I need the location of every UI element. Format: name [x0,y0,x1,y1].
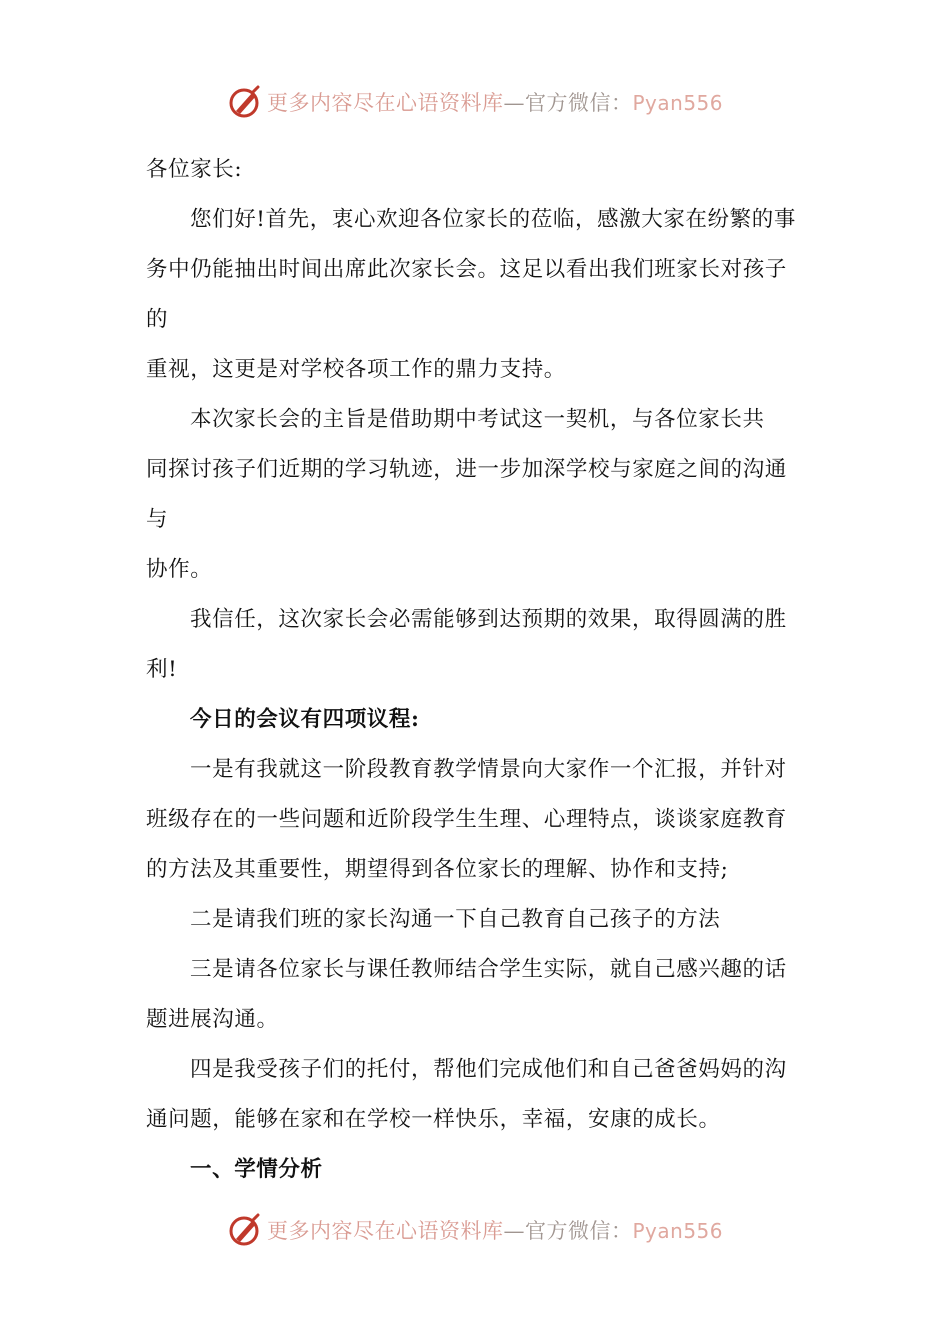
paragraph-line: 协作。 [146,557,213,582]
paragraph-line: 同探讨孩子们近期的学习轨迹，进一步加深学校与家庭之间的沟通 [146,457,787,482]
footer-wechat-id: Pyan556 [632,1219,723,1243]
paragraph-line: 班级存在的一些问题和近阶段学生生理、心理特点，谈谈家庭教育 [146,807,787,832]
paragraph-line: 二是请我们班的家长沟通一下自己教育自己孩子的方法 [190,907,721,932]
paragraph-line: 我信任，这次家长会必需能够到达预期的效果，取得圆满的胜 [190,607,787,632]
paragraph-line: 题进展沟通。 [146,1007,279,1032]
paragraph-line: 通问题，能够在家和在学校一样快乐，幸福，安康的成长。 [146,1107,721,1132]
paragraph-line: 本次家长会的主旨是借助期中考试这一契机，与各位家长共 [190,407,765,432]
section-heading: 一、学情分析 [190,1157,323,1182]
paragraph-line: 的 [146,307,169,332]
footer-banner-text [267,1215,723,1245]
paragraph-line: 您们好!首先，衷心欢迎各位家长的莅临，感激大家在纷繁的事 [190,207,796,232]
footer-banner [0,1210,950,1250]
header-wechat-label: 官方微信： [524,91,633,115]
header-title: 更多内容尽在心语资料库 [266,91,504,115]
paragraph-line: 三是请各位家长与课任教师结合学生实际，就自己感兴趣的话 [190,957,787,982]
paragraph-line: 一是有我就这一阶段教育教学情景向大家作一个汇报，并针对 [190,757,787,782]
paragraph-line: 重视，这更是对学校各项工作的鼎力支持。 [146,357,566,382]
paragraph-line: 与 [146,507,169,532]
footer-wechat-label: 官方微信： [524,1219,633,1243]
header-dash: — [503,91,525,115]
paragraph-line: 利! [146,657,178,682]
footer-dash: — [503,1219,525,1243]
paragraph-line: 务中仍能抽出时间出席此次家长会。这足以看出我们班家长对孩子 [146,257,787,282]
header-wechat-id: Pyan556 [632,91,723,115]
paragraph-line: 的方法及其重要性，期望得到各位家长的理解、协作和支持; [146,857,729,882]
agenda-heading: 今日的会议有四项议程: [190,707,420,732]
paragraph-line: 四是我受孩子们的托付，帮他们完成他们和自己爸爸妈妈的沟 [190,1057,787,1082]
footer-title: 更多内容尽在心语资料库 [266,1219,504,1243]
pen-logo-icon [227,1212,263,1248]
salutation: 各位家长: [146,157,243,182]
